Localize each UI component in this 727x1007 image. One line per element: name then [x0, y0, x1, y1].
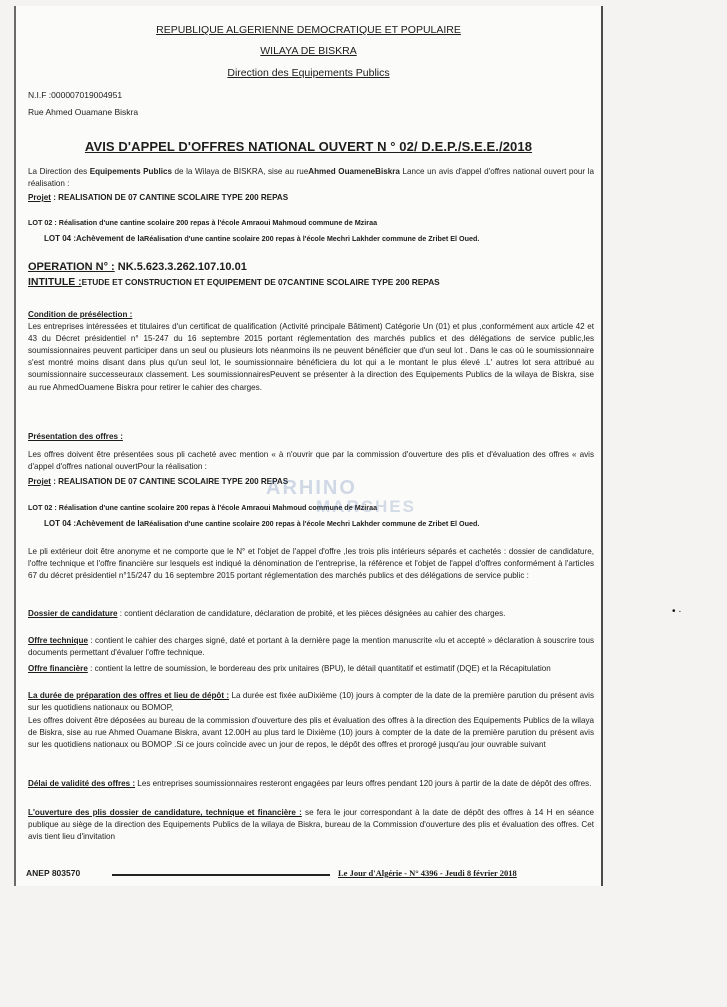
presentation-text: Les offres doivent être présentées sous pli cacheté avec mention « à n'ouvrir que par la commission d'ouverture des plis et d'évaluation des offres « avis d'appel d'offres national ouvertPour la réalisation :	[28, 450, 594, 472]
header-republic: REPUBLIQUE ALGERIENNE DEMOCRATIQUE ET POPULAIRE	[156, 24, 461, 36]
delai-validite: Délai de validité des offres : Les entreprises soumissionnaires resteront engagées par leurs offres pendant 120 jours à partir de la date de dépôt des offres.	[28, 779, 592, 788]
pli-paragraph: Le pli extérieur doit être anonyme et ne comporte que le N° et l'objet de l'appel d'offre ,les trois plis intérieurs séparés et cachetés : dossier de candidature, l'offre technique et l'offre financière sur lesquels est indiqué la dénomination de l'entreprise, la référence et l'objet de l'appel d'offres conformément à l'articles 67 du décret présidentiel n°15/247 du 16 septembre 2015 portant réglementation des marchés publics et des délégations de service public :	[28, 547, 594, 581]
address: Rue Ahmed Ouamane Biskra	[28, 107, 139, 117]
lot-04-line-2: LOT 04 :Achèvement de laRéalisation d'une cantine scolaire 200 repas à l'école Mechri Lakhder commune de Zribet El Oued.	[44, 519, 480, 528]
intro-paragraph: La Direction des Equipements Publics de la Wilaya de BISKRA, sise au rueAhmed OuameneBiskra Lance un avis d'appel d'offres national ouvert pour la réalisation :	[28, 167, 594, 189]
presentation-heading: Présentation des offres :	[28, 432, 123, 441]
preselection-section: Condition de présélection : Les entreprises intéressées et titulaires d'un certificat de qualification (Activité principale Bâtiment) Catégorie Un (01) et plus ,conformément aux article 42 et 43 du Décret présidentiel n° 15-247 du 16 septembre 2015 portant réglementation des marchés publics et des délégations de service public,les soumissionnaires peuvent participer dans un seul ou plusieurs lots néanmoins ils ne peuvent bénéficier que d'un seul lot . Dans le cas où le soumissionnaire s'est montré moins disant dans plus qu'un seul lot, le soumissionnaire bénéficiera du lot qui a le montant le plus élevé .L' autres lot sera attribué au soumissionnaire successeuraux classement. Les soumissionnairesPeuvent se présenter à la direction des Equipements Publics de la wilaya de Biskra, sise au rue AhmedOuamene Biskra pour retirer le cahier des charges.	[28, 310, 594, 392]
newspaper-reference: Le Jour d'Algérie - N° 4396 - Jeudi 8 février 2018	[338, 868, 517, 878]
offre-financiere: Offre financière : contient la lettre de soumission, le bordereau des prix unitaires (BPU), le détail quantitatif et estimatif (DQE) et la Récapitulation	[28, 664, 551, 673]
ouverture-plis: L'ouverture des plis dossier de candidature, technique et financière : se fera le jour correspondant à la date de dépôt des offres à 14 H en séance publique au siège de la direction des Equipements Publics de la wilaya de Biskra, bureau de la Commission d'ouverture des plis et évaluation des offres. Cet avis tient lieu d'invitation	[28, 808, 594, 842]
intitule-line: INTITULE :ETUDE ET CONSTRUCTION ET EQUIPEMENT DE 07CANTINE SCOLAIRE TYPE 200 REPAS	[28, 276, 440, 288]
scan-speck: • ·	[672, 606, 682, 617]
anep-reference: ANEP 803570	[26, 868, 81, 878]
nif-number: N.I.F :000007019004951	[28, 90, 123, 100]
dossier-candidature: Dossier de candidature : contient déclaration de candidature, déclaration de probité, et les pièces désignées au cahier des charges.	[28, 609, 506, 618]
lot-04-line-1: LOT 04 :Achèvement de laRéalisation d'une cantine scolaire 200 repas à l'école Mechri Lakhder commune de Zribet El Oued.	[44, 234, 480, 243]
header-direction: Direction des Equipements Publics	[227, 67, 390, 79]
watermark-line-1: ARHINO	[266, 477, 357, 499]
offre-technique: Offre technique : contient le cahier des charges signé, daté et portant à la dernière page la mention manuscrite «lu et accepté » déclaration à souscrire tous documents permettant d'évaluer l'offre technique.	[28, 636, 594, 658]
watermark-line-2: MARCHES	[316, 497, 416, 516]
header-wilaya: WILAYA DE BISKRA	[260, 45, 357, 57]
notice-title: AVIS D'APPEL D'OFFRES NATIONAL OUVERT N ° 02/ D.E.P./S.E.E./2018	[84, 139, 533, 154]
depot-paragraph: Les offres doivent être déposées au bureau de la commission d'ouverture des plis et évaluation des offres à la direction des Equipements Publics de la wilaya de Biskra, sise au rue Ahmed Ouamane Biskra, avant 12.00H au plus tard le Dixième (10) jours à compter de la date de la première parution du présent avis sur les quotidiens nationaux ou BOMOP .Si ce jours coïncide avec un jour de repos, le dépôt des offres et prorogé jusqu'au jour ouvrable suivant	[28, 716, 594, 750]
projet-line-1: Projet : REALISATION DE 07 CANTINE SCOLAIRE TYPE 200 REPAS	[28, 193, 289, 202]
duree-preparation: La durée de préparation des offres et lieu de dépôt : La durée est fixée auDixième (10) jours à compter de la date de la première parution du présent avis sur les quotidiens nationaux ou BOMOP,	[28, 691, 595, 713]
projet-line-2: Projet : REALISATION DE 07 CANTINE SCOLAIRE TYPE 200 REPAS	[28, 477, 289, 486]
footer-rule	[112, 874, 330, 876]
lot-02-line-1: LOT 02 : Réalisation d'une cantine scolaire 200 repas à l'école Amraoui Mahmoud commune de Mziraa	[28, 218, 378, 227]
operation-number: OPERATION N° : NK.5.623.3.262.107.10.01	[28, 261, 247, 273]
lot-02-line-2: LOT 02 : Réalisation d'une cantine scolaire 200 repas à l'école Amraoui Mahmoud commune de Mziraa	[28, 503, 378, 512]
notice-page	[14, 6, 603, 886]
